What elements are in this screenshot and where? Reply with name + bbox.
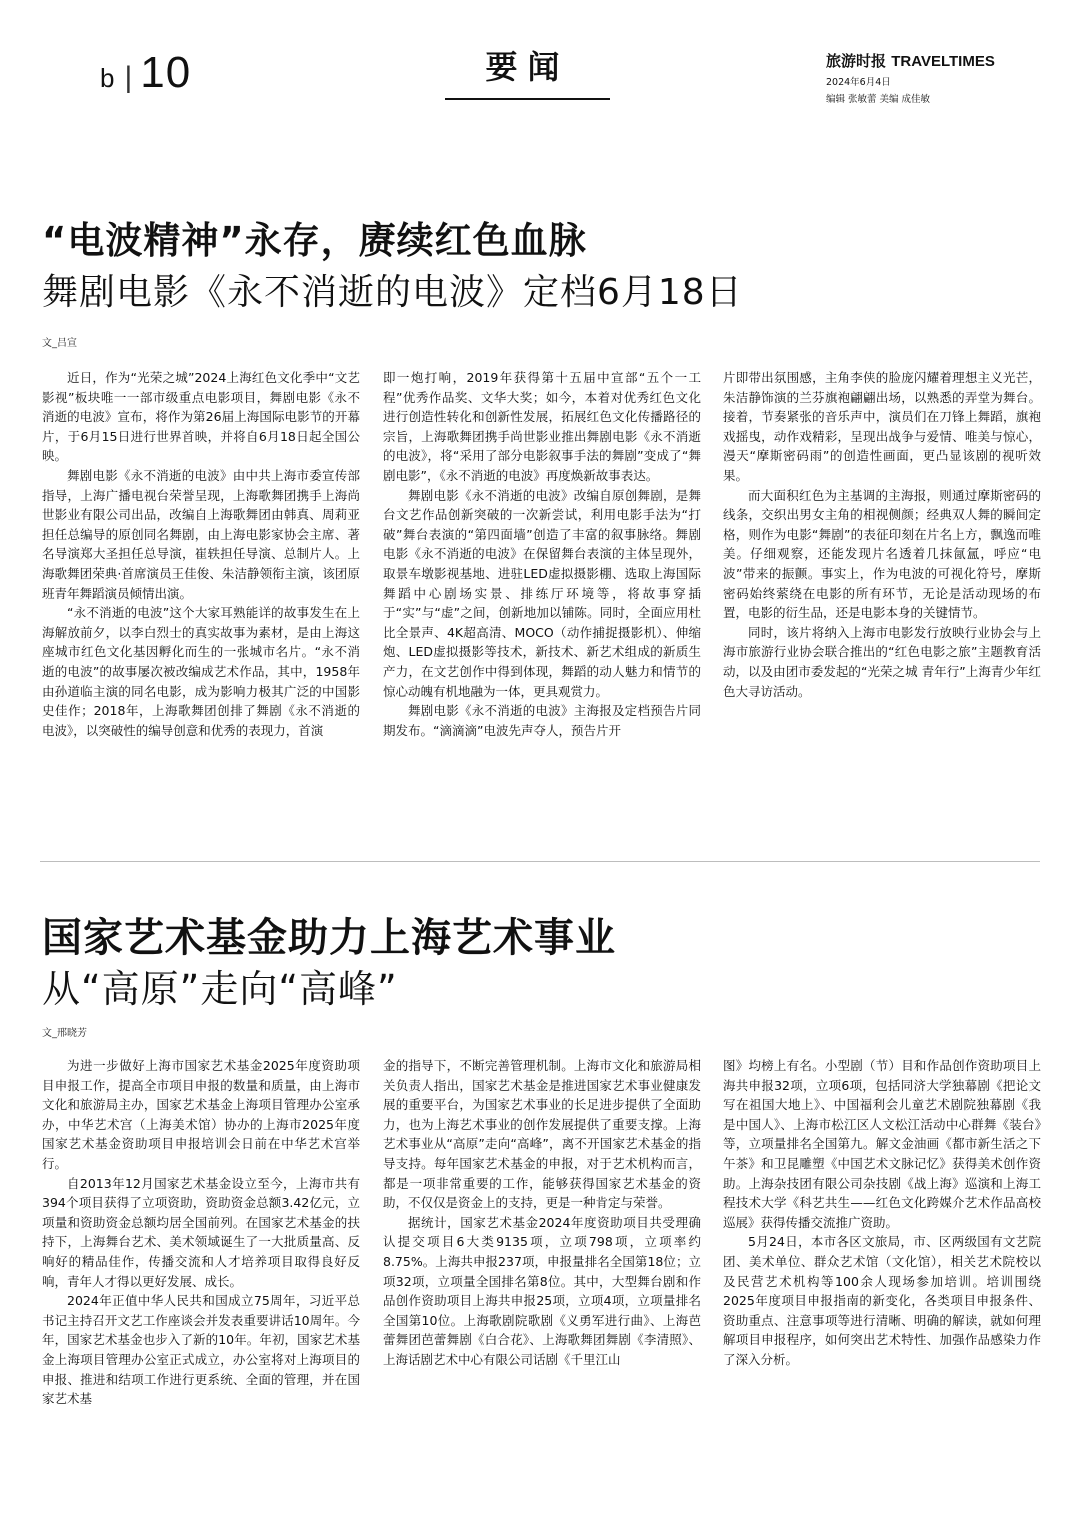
editor-credits: 编辑 张敏蕾 美编 成佳敏 (826, 94, 931, 105)
paragraph: 为进一步做好上海市国家艺术基金2025年度资助项目申报工作，提高全市项目申报的数量和质量，由上海市文化和旅游局主办，国家艺术基金上海项目管理办公室承办，中华艺术宫（上海美术馆）协办的上海市2025年度国家艺术基金资助项目申报培训会日前在中华艺术宫举行。 (42, 1058, 360, 1171)
paragraph: 即一炮打响，2019年获得第十五届中宣部“五个一工程”优秀作品奖、文华大奖；如今，本着对优秀红色文化进行创造性转化和创新性发展，拓展红色文化传播路径的宗旨，上海歌舞团携手尚世影业推出舞剧电影《永不消逝的电波》，将“采用了部分电影叙事手法的舞剧”变成了“舞剧电影”，《永不消逝的电波》再度焕新故事表达。 (383, 370, 701, 483)
issue-date: 2024年6月4日 (826, 77, 891, 88)
paragraph: 图》均榜上有名。小型剧（节）目和作品创作资助项目上海共申报32项，立项6项，包括同济大学独幕剧《把论文写在祖国大地上》、中国福利会儿童艺术剧院独幕剧《我是中国人》、上海市松江区人文松江活动中心群舞《装台》等，立项量排名全国第九。解文金油画《都市新生活之下午茶》和卫昆雕塑《中国艺术文脉记忆》获得美术创作资助。上海杂技团有限公司杂技剧《战上海》巡演和上海工程技术大学《科艺共生——红色文化跨媒介艺术作品高校巡展》获得传播交流推广资助。 (723, 1058, 1041, 1230)
paragraph: 舞剧电影《永不消逝的电波》由中共上海市委宣传部指导，上海广播电视台荣誉呈现，上海歌舞团携手上海尚世影业有限公司出品，改编自上海歌舞团由韩真、周莉亚担任总编导的原创同名舞剧，由上海电影家协会主席、著名导演郑大圣担任总导演，崔轶担任导演、总制片人。上海歌舞团荣典·首席演员王佳俊、朱洁静领衔主演，该团原班青年舞蹈演员倾情出演。 (42, 467, 360, 601)
article2-headline: 国家艺术基金助力上海艺术事业 (42, 915, 616, 961)
paragraph: 金的指导下，不断完善管理机制。上海市文化和旅游局相关负责人指出，国家艺术基金是推进国家艺术事业健康发展的重要平台，为国家艺术事业的长足进步提供了全面助力，也为上海艺术事业的创作发展提供了重要支撑。上海艺术事业从“高原”走向“高峰”，离不开国家艺术基金的指导支持。每年国家艺术基金的申报，对于艺术机构而言，都是一项非常重要的工作，能够获得国家艺术基金的资助，不仅仅是资金上的支持，更是一种肯定与荣誉。 (383, 1058, 701, 1211)
article-divider (40, 861, 1040, 862)
article1-column-2 (383, 368, 701, 740)
article2-column-1 (42, 1056, 360, 1409)
article1-subheadline: 舞剧电影《永不消逝的电波》定档6月18日 (42, 272, 743, 313)
paragraph: 而大面积红色为主基调的主海报，则通过摩斯密码的线条，交织出男女主角的相视侧颜；经典双人舞的瞬间定格，则作为电影“舞剧”的表征印刻在片名上方，飘逸而唯美。仔细观察，还能发现片名透着几抹氤氲，呼应“电波”带来的振颤。事实上，作为电波的可视化符号，摩斯密码始终萦绕在电影的所有环节，无论是活动现场的布置，电影的衍生品，还是电影本身的关键情节。 (723, 487, 1041, 621)
article2-subheadline: 从“高原”走向“高峰” (42, 967, 398, 1011)
paragraph: 自2013年12月国家艺术基金设立至今，上海市共有394个项目获得了立项资助，资助资金总额3.42亿元，立项量和资助资金总额均居全国前列。在国家艺术基金的扶持下，上海舞台艺术、美术领域诞生了一大批质量高、反响好的精品佳作，传播交流和人才培养项目取得良好反响，青年人才得以更好发展、成长。 (42, 1175, 360, 1289)
page-number: 10 (140, 48, 192, 97)
paragraph: 片即带出氛围感，主角李侠的脸庞闪耀着理想主义光芒，朱洁静饰演的兰芬旗袍翩翩出场，以熟悉的弄堂为舞台。接着，节奏紧张的音乐声中，演员们在刀锋上舞蹈，旗袍戏摇曳，动作戏精彩，呈现出战争与爱情、唯美与惊心，漫天“摩斯密码雨”的创造性画面，更凸显该剧的视听效果。 (723, 370, 1041, 483)
article1-byline: 文_吕宣 (42, 338, 77, 349)
paragraph: 据统计，国家艺术基金2024年度资助项目共受理确认提交项目6大类9135项，立项798项，立项率约8.75%。上海共申报237项，申报量排名全国第18位；立项32项，立项量全国排名第8位。其中，大型舞台剧和作品创作资助项目上海共申报25项，立项4项，立项量排名全国第10位。上海歌剧院歌剧《义勇军进行曲》、上海芭蕾舞团芭蕾舞剧《白合花》、上海歌舞团舞剧《李清照》、上海话剧艺术中心有限公司话剧《千里江山 (383, 1214, 701, 1367)
masthead-brand (826, 50, 1026, 71)
paragraph: “永不消逝的电波”这个大家耳熟能详的故事发生在上海解放前夕，以李白烈士的真实故事为素材，是由上海这座城市红色文化基因孵化而生的一张城市名片。“永不消逝的电波”的故事屡次被改编成艺术作品，其中，1958年由孙道临主演的同名电影，成为影响力极其广泛的中国影史佳作；2018年，上海歌舞团创排了舞剧《永不消逝的电波》，以突破性的编导创意和优秀的表现力，首演 (42, 605, 360, 738)
brand-cn: 旅游时报 (826, 52, 887, 70)
paragraph: 舞剧电影《永不消逝的电波》改编自原创舞剧，是舞台文艺作品创新突破的一次新尝试，利用电影手法为“打破”舞台表演的“第四面墙”创造了丰富的叙事脉络。舞剧电影《永不消逝的电波》在保留舞台表演的主体呈现外，取景车墩影视基地、进驻LED虚拟摄影棚、选取上海国际舞蹈中心剧场实景、排练厅环境等，将故事穿插于“实”与“虚”之间，创新地加以铺陈。同时，全面应用杜比全景声、4K超高清、MOCO（动作捕捉摄影机）、伸缩炮、LED虚拟摄影等技术，新技术、新艺术组成的新质生产力，在文艺创作中得到体现，舞蹈的动人魅力和情节的惊心动魄有机地融为一体，更具观赏力。 (383, 487, 701, 699)
article2-column-3 (723, 1056, 1041, 1370)
paragraph: 2024年正值中华人民共和国成立75周年，习近平总书记主持召开文艺工作座谈会并发表重要讲话10周年。今年，国家艺术基金也步入了新的10年。年初，国家艺术基金上海项目管理办公室正式成立，办公室将对上海项目的申报、推进和结项工作进行更系统、全面的管理，并在国家艺术基 (42, 1293, 360, 1407)
page-separator: | (124, 61, 133, 94)
article1-headline: “电波精神”永存，赓续红色血脉 (42, 219, 587, 262)
article1-column-1 (42, 368, 360, 740)
page-header (100, 48, 191, 98)
masthead (826, 50, 1026, 105)
brand-en: TRAVELTIMES (891, 53, 995, 70)
page-letter: b (100, 63, 117, 93)
section-title: 要闻 (445, 42, 610, 100)
paragraph: 舞剧电影《永不消逝的电波》主海报及定档预告片同期发布。“滴滴滴”电波先声夺人，预告片开 (383, 703, 701, 738)
paragraph: 同时，该片将纳入上海市电影发行放映行业协会与上海市旅游行业协会联合推出的“红色电影之旅”主题教育活动，以及由团市委发起的“光荣之城 青年行”上海青少年红色大寻访活动。 (723, 624, 1041, 699)
article1-column-3 (723, 368, 1041, 701)
article2-byline: 文_邢晓芳 (42, 1028, 87, 1039)
paragraph: 近日，作为“光荣之城”2024上海红色文化季中“文艺影视”板块唯一一部市级重点电影项目，舞剧电影《永不消逝的电波》宣布，将作为第26届上海国际电影节的开幕片，于6月15日进行世界首映，并将自6月18日起全国公映。 (42, 370, 360, 464)
article2-column-2 (383, 1056, 701, 1370)
paragraph: 5月24日，本市各区文旅局，市、区两级国有文艺院团、美术单位、群众艺术馆（文化馆），相关艺术院校以及民营艺术机构等100余人现场参加培训。培训围绕2025年度项目申报指南的新变化，各类项目申报条件、资助重点、注意事项等进行清晰、明确的解读，就如何理解项目申报程序，如何突出艺术特性、加强作品感染力作了深入分析。 (723, 1234, 1041, 1367)
